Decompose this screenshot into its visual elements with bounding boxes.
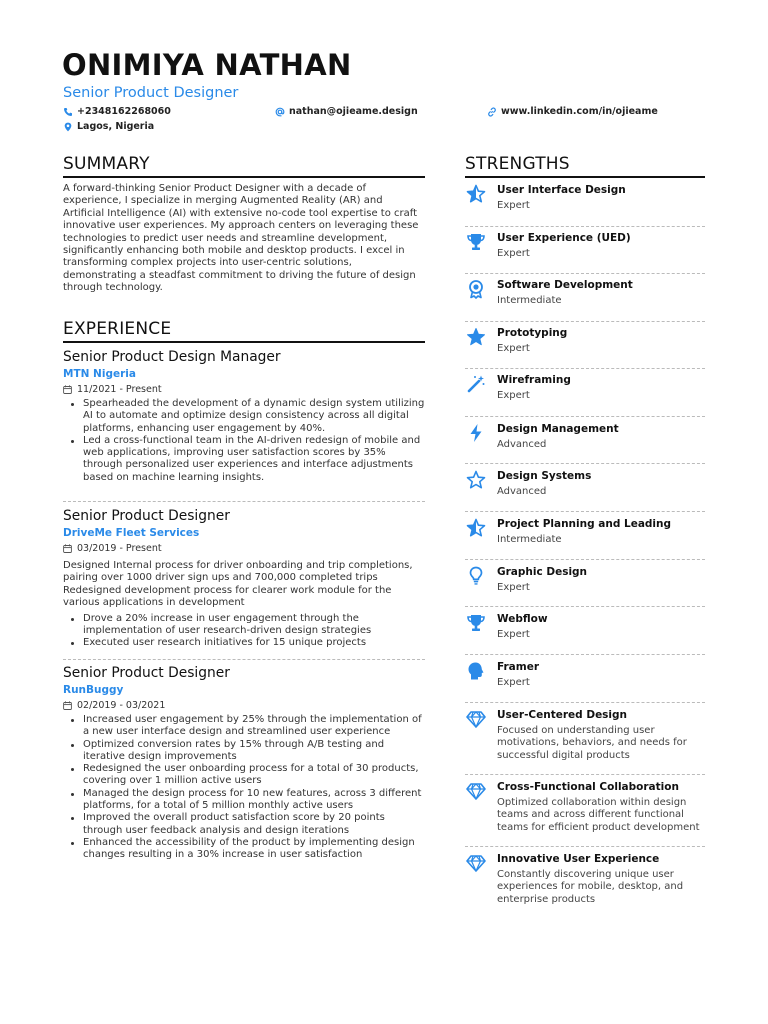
strength-item: [465, 708, 705, 762]
job-bullet: Optimized conversion rates by 15% through A/B testing and iterative design improvements: [83, 739, 425, 764]
strength-level: Expert: [497, 629, 530, 640]
phone-text: +2348162268060: [77, 106, 171, 117]
job-bullets: [63, 398, 425, 484]
job-title: Senior Product Designer: [63, 665, 230, 681]
strength-divider: [465, 368, 705, 369]
strength-item: [465, 278, 705, 307]
calendar-icon: [63, 701, 72, 710]
at-sign-icon: [275, 107, 285, 117]
strength-item: [465, 612, 705, 641]
strength-divider: [465, 226, 705, 227]
job-dates: [63, 384, 425, 395]
strength-divider: [465, 273, 705, 274]
strength-item: [465, 517, 705, 546]
strength-level: Expert: [497, 343, 530, 354]
company-name: RunBuggy: [63, 684, 124, 696]
strength-level: Expert: [497, 677, 530, 688]
calendar-icon: [63, 544, 72, 553]
job-dates-text: 03/2019 - Present: [77, 543, 162, 554]
strength-item: [465, 373, 705, 402]
company-name: DriveMe Fleet Services: [63, 527, 200, 539]
lightbulb-icon: [465, 565, 487, 587]
job-dates-text: 11/2021 - Present: [77, 384, 162, 395]
star-outline-icon: [465, 469, 487, 491]
strength-divider: [465, 606, 705, 607]
job-description: Designed Internal process for driver onboarding and trip completions, pairing over 1000 driver sign ups and 700,000 completed trips Redesigned development process for clearer work module for the various applications in development: [63, 560, 413, 609]
strength-title: Prototyping: [497, 327, 568, 339]
summary-heading: SUMMARY: [63, 154, 150, 174]
strengths-heading: STRENGTHS: [465, 154, 570, 174]
strength-title: User Experience (UED): [497, 232, 631, 244]
strength-level: Intermediate: [497, 534, 562, 545]
strength-divider: [465, 511, 705, 512]
strengths-rule: [465, 176, 705, 178]
link-icon: [487, 107, 497, 117]
strength-divider: [465, 846, 705, 847]
magic-wand-icon: [465, 373, 487, 395]
strength-divider: [465, 702, 705, 703]
job-bullet: Drove a 20% increase in user engagement through the implementation of user research-driven design strategies: [83, 613, 425, 638]
star-filled-icon: [465, 326, 487, 348]
email-text[interactable]: nathan@ojieame.design: [289, 106, 418, 117]
strength-level: Expert: [497, 200, 530, 211]
strength-item: [465, 660, 705, 689]
strength-title: Graphic Design: [497, 566, 588, 578]
star-half-icon: [465, 517, 487, 539]
experience-item: [63, 349, 425, 484]
job-title: Senior Product Design Manager: [63, 349, 281, 365]
strength-title: Design Systems: [497, 470, 592, 482]
job-bullets: [63, 613, 425, 650]
experience-rule: [63, 341, 425, 343]
strength-title: Innovative User Experience: [497, 853, 660, 865]
experience-item: [63, 508, 425, 650]
strength-item: [465, 469, 705, 498]
strength-divider: [465, 321, 705, 322]
strength-title: Design Management: [497, 423, 619, 435]
experience-heading: EXPERIENCE: [63, 319, 172, 339]
diamond-icon: [465, 852, 487, 874]
strength-item: [465, 780, 705, 834]
job-bullet: Executed user research initiatives for 15 unique projects: [83, 637, 425, 649]
badge-icon: [465, 278, 487, 300]
company-name: MTN Nigeria: [63, 368, 136, 380]
location-text: Lagos, Nigeria: [77, 121, 155, 132]
candidate-name: ONIMIYA NATHAN: [62, 48, 352, 82]
job-bullet: Spearheaded the development of a dynamic design system utilizing AI to automate and optimize design consistency across all digital platforms, enhancing user engagement by 40%.: [83, 398, 425, 434]
job-dates: [63, 700, 425, 711]
website-text[interactable]: www.linkedin.com/in/ojieame: [501, 106, 658, 117]
job-dates-text: 02/2019 - 03/2021: [77, 700, 166, 711]
strength-title: Framer: [497, 661, 540, 673]
candidate-role: Senior Product Designer: [63, 85, 239, 101]
strength-divider: [465, 416, 705, 417]
star-half-icon: [465, 183, 487, 205]
strength-level: Expert: [497, 390, 530, 401]
experience-item: [63, 665, 425, 862]
trophy-icon: [465, 231, 487, 253]
strength-divider: [465, 559, 705, 560]
diamond-icon: [465, 780, 487, 802]
contact-email[interactable]: [275, 106, 418, 117]
strength-title: Cross-Functional Collaboration: [497, 781, 679, 793]
strength-level: Constantly discovering unique user experiences for mobile, desktop, and enterprise products: [497, 869, 684, 905]
job-bullet: Managed the design process for 10 new features, across 3 different platforms, for a total of 5 million monthly active users: [83, 788, 425, 813]
job-bullets: [63, 714, 425, 862]
strength-item: [465, 565, 705, 594]
strength-level: Advanced: [497, 439, 547, 450]
strength-title: Software Development: [497, 279, 633, 291]
strength-item: [465, 183, 705, 212]
job-bullet: Improved the overall product satisfaction score by 20 points through user feedback analysis and design iterations: [83, 812, 425, 837]
job-bullet: Increased user engagement by 25% through the implementation of a new user interface design and streamlined user experience: [83, 714, 425, 739]
strength-level: Expert: [497, 248, 530, 259]
job-bullet: Redesigned the user onboarding process for a total of 30 products, covering over 1 million active users: [83, 763, 425, 788]
strength-item: [465, 422, 705, 451]
strength-item: [465, 326, 705, 355]
strength-level: Expert: [497, 582, 530, 593]
strength-level: Intermediate: [497, 295, 562, 306]
strength-title: Wireframing: [497, 374, 571, 386]
head-icon: [465, 660, 487, 682]
contact-phone: [63, 106, 171, 117]
strength-item: [465, 231, 705, 260]
strength-divider: [465, 654, 705, 655]
strength-title: User-Centered Design: [497, 709, 628, 721]
strength-title: Webflow: [497, 613, 548, 625]
trophy-icon: [465, 612, 487, 634]
location-pin-icon: [63, 122, 73, 132]
strength-divider: [465, 774, 705, 775]
strength-level: Advanced: [497, 486, 547, 497]
job-dates: [63, 543, 425, 554]
diamond-icon: [465, 708, 487, 730]
lightning-icon: [465, 422, 487, 444]
job-title: Senior Product Designer: [63, 508, 230, 524]
calendar-icon: [63, 385, 72, 394]
summary-rule: [63, 176, 425, 178]
summary-text: A forward-thinking Senior Product Designer with a decade of experience, I specialize in merging Augmented Reality (AR) and Artificial Intelligence (AI) with extensive no-code tool expertise to craft innovative user experiences. My approach centers on leveraging these technologies to predict user needs and streamline development, significantly enhancing both mobile and desktop products. I excel in transforming complex projects into user-centric solutions, demonstrating a steadfast commitment to driving the future of design through technology.: [63, 183, 419, 294]
contact-location: [63, 121, 154, 132]
job-bullet: Led a cross-functional team in the AI-driven redesign of mobile and web applications, improving user satisfaction scores by 35% through personalized user experiences and interface adjustments based on machine learning insights.: [83, 435, 425, 484]
strength-item: [465, 852, 705, 906]
contact-website[interactable]: [487, 106, 658, 117]
strength-level: Focused on understanding user motivations, behaviors, and needs for successful digital products: [497, 725, 687, 761]
phone-icon: [63, 107, 73, 117]
job-divider: [63, 659, 425, 660]
strength-divider: [465, 463, 705, 464]
strength-level: Optimized collaboration within design teams and across different functional teams for efficient product development: [497, 797, 700, 833]
strength-title: User Interface Design: [497, 184, 626, 196]
strength-title: Project Planning and Leading: [497, 518, 672, 530]
job-bullet: Enhanced the accessibility of the product by implementing design changes resulting in a 30% increase in user satisfaction: [83, 837, 425, 862]
job-divider: [63, 501, 425, 502]
